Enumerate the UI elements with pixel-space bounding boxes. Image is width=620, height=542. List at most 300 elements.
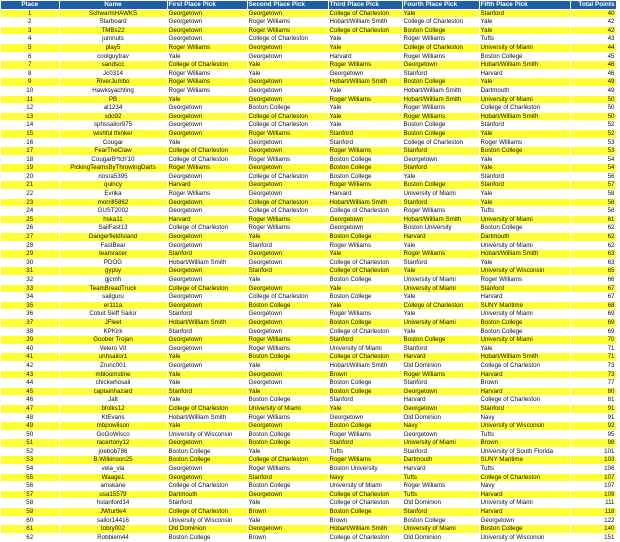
cell-name[interactable]: hska11 <box>59 215 167 224</box>
cell-place[interactable]: 54 <box>1 465 59 474</box>
table-row[interactable] <box>1 26 616 35</box>
cell-fourth-pick[interactable]: Boston College <box>402 121 479 130</box>
cell-first-pick[interactable]: Boston College <box>167 456 247 465</box>
cell-place[interactable]: 29 <box>1 250 59 259</box>
cell-name[interactable]: TeamBreadTruck <box>59 284 167 293</box>
cell-fourth-pick[interactable]: Yale <box>402 267 479 276</box>
cell-name[interactable]: KtEvans <box>59 413 167 422</box>
cell-third-pick[interactable]: College of Charleston <box>328 267 402 276</box>
cell-total-points[interactable]: 49 <box>570 86 616 95</box>
cell-third-pick[interactable]: Yale <box>328 121 402 130</box>
cell-second-pick[interactable]: College of Charleston <box>247 172 328 181</box>
cell-name[interactable]: tobry002 <box>59 525 167 534</box>
cell-fourth-pick[interactable]: Old Dominion <box>402 413 479 422</box>
table-row[interactable] <box>1 318 616 327</box>
cell-place[interactable]: 8 <box>1 69 59 78</box>
table-row[interactable] <box>1 301 616 310</box>
table-row[interactable] <box>1 284 616 293</box>
cell-second-pick[interactable]: Boston College <box>247 104 328 113</box>
cell-second-pick[interactable]: Boston College <box>247 482 328 491</box>
cell-fourth-pick[interactable]: Boston College <box>402 129 479 138</box>
table-row[interactable] <box>1 155 616 164</box>
cell-fourth-pick[interactable]: Old Dominion <box>402 361 479 370</box>
cell-fourth-pick[interactable]: Hobart/William Smith <box>402 86 479 95</box>
cell-third-pick[interactable]: Boston University <box>328 465 402 474</box>
cell-total-points[interactable]: 65 <box>570 267 616 276</box>
cell-third-pick[interactable]: Hobart/William Smith <box>328 525 402 534</box>
cell-fourth-pick[interactable]: Stanford <box>402 379 479 388</box>
cell-fourth-pick[interactable]: Boston College <box>402 336 479 345</box>
column-header-third-pick[interactable]: Third Place Pick <box>328 1 402 9</box>
cell-fifth-pick[interactable]: Stanford <box>479 404 570 413</box>
cell-third-pick[interactable]: Yale <box>328 112 402 121</box>
cell-name[interactable]: chickwhosail <box>59 379 167 388</box>
cell-third-pick[interactable]: Georgetown <box>328 215 402 224</box>
cell-second-pick[interactable]: Roger Williams <box>247 18 328 27</box>
cell-total-points[interactable]: 71 <box>570 353 616 362</box>
cell-second-pick[interactable]: Stanford <box>247 241 328 250</box>
cell-second-pick[interactable]: Yale <box>247 387 328 396</box>
cell-name[interactable]: PDOG <box>59 258 167 267</box>
cell-first-pick[interactable]: Yale <box>167 138 247 147</box>
cell-second-pick[interactable]: University of Miami <box>247 404 328 413</box>
table-row[interactable] <box>1 353 616 362</box>
cell-third-pick[interactable]: Harvard <box>328 190 402 199</box>
table-row[interactable] <box>1 379 616 388</box>
table-row[interactable] <box>1 52 616 61</box>
cell-fourth-pick[interactable]: Roger Williams <box>402 52 479 61</box>
cell-third-pick[interactable]: College of Charleston <box>328 499 402 508</box>
cell-name[interactable]: TMBs22 <box>59 26 167 35</box>
cell-second-pick[interactable]: Roger Williams <box>247 215 328 224</box>
cell-first-pick[interactable]: Georgetown <box>167 233 247 242</box>
cell-total-points[interactable]: 58 <box>570 207 616 216</box>
cell-first-pick[interactable]: Georgetown <box>167 112 247 121</box>
cell-third-pick[interactable]: Yale <box>328 284 402 293</box>
cell-total-points[interactable]: 68 <box>570 301 616 310</box>
cell-name[interactable]: Waage1 <box>59 473 167 482</box>
cell-third-pick[interactable]: Roger Williams <box>328 95 402 104</box>
cell-first-pick[interactable]: Hobart/William Smith <box>167 413 247 422</box>
cell-second-pick[interactable]: Yale <box>247 61 328 70</box>
table-row[interactable] <box>1 129 616 138</box>
cell-fourth-pick[interactable]: Yale <box>402 310 479 319</box>
table-row[interactable] <box>1 439 616 448</box>
cell-fifth-pick[interactable]: Brown <box>479 379 570 388</box>
cell-name[interactable]: joebob786 <box>59 447 167 456</box>
cell-name[interactable]: SailFast13 <box>59 224 167 233</box>
cell-third-pick[interactable]: Stanford <box>328 336 402 345</box>
cell-first-pick[interactable]: Georgetown <box>167 26 247 35</box>
cell-third-pick[interactable]: Yale <box>328 86 402 95</box>
cell-name[interactable]: Cotuit Skiff Sailor <box>59 310 167 319</box>
cell-total-points[interactable]: 62 <box>570 224 616 233</box>
cell-fourth-pick[interactable]: University of Miami <box>402 284 479 293</box>
cell-name[interactable]: PB <box>59 95 167 104</box>
cell-third-pick[interactable]: Hobart/William Smith <box>328 361 402 370</box>
cell-total-points[interactable]: 70 <box>570 336 616 345</box>
cell-fifth-pick[interactable]: Yale <box>479 344 570 353</box>
cell-first-pick[interactable]: Roger Williams <box>167 43 247 52</box>
cell-name[interactable]: FearTheClaw <box>59 147 167 156</box>
cell-first-pick[interactable]: Georgetown <box>167 473 247 482</box>
cell-total-points[interactable]: 54 <box>570 155 616 164</box>
cell-second-pick[interactable]: Boston College <box>247 353 328 362</box>
cell-fifth-pick[interactable]: University of Miami <box>479 241 570 250</box>
column-header-fifth-pick[interactable]: Fifth Place Pick <box>479 1 570 9</box>
cell-place[interactable]: 1 <box>1 9 59 18</box>
cell-first-pick[interactable]: Roger Williams <box>167 164 247 173</box>
cell-total-points[interactable]: 49 <box>570 78 616 87</box>
cell-first-pick[interactable]: College of Charleston <box>167 61 247 70</box>
cell-third-pick[interactable]: Georgetown <box>328 224 402 233</box>
cell-name[interactable]: er111a <box>59 301 167 310</box>
cell-fourth-pick[interactable]: Georgetown <box>402 61 479 70</box>
cell-fifth-pick[interactable]: Roger Williams <box>479 276 570 285</box>
cell-total-points[interactable]: 46 <box>570 69 616 78</box>
table-row[interactable] <box>1 336 616 345</box>
cell-fifth-pick[interactable]: Harvard <box>479 69 570 78</box>
cell-first-pick[interactable]: Roger Williams <box>167 86 247 95</box>
cell-total-points[interactable]: 53 <box>570 147 616 156</box>
cell-place[interactable]: 59 <box>1 508 59 517</box>
cell-place[interactable]: 27 <box>1 233 59 242</box>
cell-place[interactable]: 11 <box>1 95 59 104</box>
table-row[interactable] <box>1 327 616 336</box>
cell-place[interactable]: 39 <box>1 336 59 345</box>
cell-fifth-pick[interactable]: Yale <box>479 155 570 164</box>
cell-fourth-pick[interactable]: Yale <box>402 9 479 18</box>
cell-name[interactable]: gypsy <box>59 267 167 276</box>
cell-fifth-pick[interactable]: Navy <box>479 482 570 491</box>
table-row[interactable] <box>1 207 616 216</box>
cell-first-pick[interactable]: Georgetown <box>167 121 247 130</box>
cell-fifth-pick[interactable]: Yale <box>479 198 570 207</box>
cell-name[interactable]: DangerfieldIsland <box>59 233 167 242</box>
cell-fifth-pick[interactable]: Hobart/William Smith <box>479 353 570 362</box>
cell-third-pick[interactable]: Boston College <box>328 155 402 164</box>
table-row[interactable] <box>1 164 616 173</box>
cell-name[interactable]: usa15579 <box>59 490 167 499</box>
cell-total-points[interactable]: 101 <box>570 447 616 456</box>
cell-fourth-pick[interactable]: Harvard <box>402 465 479 474</box>
cell-second-pick[interactable]: Boston College <box>247 439 328 448</box>
cell-third-pick[interactable]: Boston College <box>328 293 402 302</box>
cell-total-points[interactable]: 118 <box>570 508 616 517</box>
cell-first-pick[interactable]: Dartmouth <box>167 490 247 499</box>
cell-fourth-pick[interactable]: University of Miami <box>402 190 479 199</box>
cell-second-pick[interactable]: Georgetown <box>247 327 328 336</box>
cell-fourth-pick[interactable]: Yale <box>402 293 479 302</box>
cell-first-pick[interactable]: Georgetown <box>167 293 247 302</box>
cell-third-pick[interactable]: Boston College <box>328 164 402 173</box>
cell-total-points[interactable]: 46 <box>570 61 616 70</box>
cell-total-points[interactable]: 61 <box>570 215 616 224</box>
cell-total-points[interactable]: 54 <box>570 164 616 173</box>
cell-total-points[interactable]: 50 <box>570 112 616 121</box>
cell-second-pick[interactable]: Georgetown <box>247 370 328 379</box>
cell-name[interactable]: mbloomstine <box>59 370 167 379</box>
cell-second-pick[interactable]: Georgetown <box>247 95 328 104</box>
cell-fourth-pick[interactable]: Dartmouth <box>402 456 479 465</box>
cell-total-points[interactable]: 73 <box>570 361 616 370</box>
cell-name[interactable]: Jalt <box>59 396 167 405</box>
cell-name[interactable]: morrill5862 <box>59 198 167 207</box>
table-row[interactable] <box>1 172 616 181</box>
cell-first-pick[interactable]: Georgetown <box>167 9 247 18</box>
table-row[interactable] <box>1 533 616 542</box>
cell-first-pick[interactable]: Stanford <box>167 310 247 319</box>
cell-name[interactable]: GoGoWisco <box>59 430 167 439</box>
cell-third-pick[interactable]: College of Charleston <box>328 490 402 499</box>
cell-first-pick[interactable]: Georgetown <box>167 361 247 370</box>
cell-fourth-pick[interactable]: Stanford <box>402 147 479 156</box>
cell-third-pick[interactable]: Yale <box>328 35 402 44</box>
cell-name[interactable]: quincy <box>59 181 167 190</box>
cell-place[interactable]: 44 <box>1 379 59 388</box>
cell-third-pick[interactable]: Hobart/William Smith <box>328 78 402 87</box>
cell-name[interactable]: SchwarmHAWKS <box>59 9 167 18</box>
cell-second-pick[interactable]: Yale <box>247 361 328 370</box>
table-row[interactable] <box>1 344 616 353</box>
cell-fourth-pick[interactable]: Tufts <box>402 473 479 482</box>
cell-name[interactable]: captainhazard <box>59 387 167 396</box>
cell-fourth-pick[interactable]: Roger Williams <box>402 104 479 113</box>
cell-third-pick[interactable]: College of Charleston <box>328 26 402 35</box>
cell-second-pick[interactable]: Yale <box>247 233 328 242</box>
cell-second-pick[interactable]: Roger Williams <box>247 129 328 138</box>
cell-name[interactable]: sphssailor975 <box>59 121 167 130</box>
table-row[interactable] <box>1 276 616 285</box>
cell-fourth-pick[interactable]: Boston College <box>402 78 479 87</box>
table-row[interactable] <box>1 121 616 130</box>
cell-first-pick[interactable]: Georgetown <box>167 336 247 345</box>
cell-place[interactable]: 7 <box>1 61 59 70</box>
cell-fourth-pick[interactable]: University of Miami <box>402 439 479 448</box>
table-row[interactable] <box>1 413 616 422</box>
cell-total-points[interactable]: 63 <box>570 250 616 259</box>
cell-name[interactable]: teamracer <box>59 250 167 259</box>
cell-first-pick[interactable]: Yale <box>167 95 247 104</box>
cell-fifth-pick[interactable]: Stanford <box>479 172 570 181</box>
cell-second-pick[interactable]: Georgetown <box>247 490 328 499</box>
cell-third-pick[interactable]: Stanford <box>328 439 402 448</box>
table-row[interactable] <box>1 490 616 499</box>
cell-place[interactable]: 6 <box>1 52 59 61</box>
cell-third-pick[interactable]: Roger Williams <box>328 181 402 190</box>
table-row[interactable] <box>1 35 616 44</box>
cell-third-pick[interactable]: College of Charleston <box>328 327 402 336</box>
cell-name[interactable]: KPKirk <box>59 327 167 336</box>
cell-name[interactable]: amskane <box>59 482 167 491</box>
cell-third-pick[interactable]: College of Charleston <box>328 533 402 542</box>
cell-place[interactable]: 3 <box>1 26 59 35</box>
cell-fifth-pick[interactable]: Yale <box>479 18 570 27</box>
cell-total-points[interactable]: 56 <box>570 172 616 181</box>
table-row[interactable] <box>1 499 616 508</box>
table-row[interactable] <box>1 112 616 121</box>
cell-total-points[interactable]: 63 <box>570 258 616 267</box>
cell-place[interactable]: 20 <box>1 172 59 181</box>
cell-fifth-pick[interactable]: Navy <box>479 413 570 422</box>
cell-fourth-pick[interactable]: Boston College <box>402 516 479 525</box>
cell-place[interactable]: 61 <box>1 525 59 534</box>
table-row[interactable] <box>1 370 616 379</box>
cell-fourth-pick[interactable]: Stanford <box>402 69 479 78</box>
cell-total-points[interactable]: 98 <box>570 439 616 448</box>
cell-place[interactable]: 31 <box>1 267 59 276</box>
cell-third-pick[interactable]: Boston College <box>328 508 402 517</box>
cell-total-points[interactable]: 45 <box>570 52 616 61</box>
cell-fifth-pick[interactable]: Stanford <box>479 284 570 293</box>
cell-fourth-pick[interactable]: Roger Williams <box>402 482 479 491</box>
cell-fifth-pick[interactable]: Tufts <box>479 207 570 216</box>
cell-second-pick[interactable]: Georgetown <box>247 138 328 147</box>
cell-fourth-pick[interactable]: Hobart/William Smith <box>402 215 479 224</box>
cell-third-pick[interactable]: Boston College <box>328 172 402 181</box>
cell-fifth-pick[interactable]: Hobart/William Smith <box>479 112 570 121</box>
cell-total-points[interactable]: 91 <box>570 413 616 422</box>
cell-name[interactable]: GUST2002 <box>59 207 167 216</box>
cell-first-pick[interactable]: College of Charleston <box>167 147 247 156</box>
cell-name[interactable]: riosra5395 <box>59 172 167 181</box>
cell-third-pick[interactable]: Roger Williams <box>328 456 402 465</box>
cell-place[interactable]: 58 <box>1 499 59 508</box>
cell-fifth-pick[interactable]: Boston College <box>479 327 570 336</box>
table-row[interactable] <box>1 473 616 482</box>
cell-name[interactable]: racertony12 <box>59 439 167 448</box>
cell-first-pick[interactable]: Boston College <box>167 447 247 456</box>
cell-second-pick[interactable]: College of Charleston <box>247 121 328 130</box>
cell-place[interactable]: 47 <box>1 404 59 413</box>
cell-place[interactable]: 41 <box>1 353 59 362</box>
cell-place[interactable]: 14 <box>1 121 59 130</box>
cell-first-pick[interactable]: Yale <box>167 52 247 61</box>
cell-total-points[interactable]: 73 <box>570 370 616 379</box>
cell-fifth-pick[interactable]: Dartmouth <box>479 233 570 242</box>
cell-total-points[interactable]: 69 <box>570 318 616 327</box>
cell-first-pick[interactable]: Harvard <box>167 215 247 224</box>
cell-total-points[interactable]: 44 <box>570 43 616 52</box>
cell-fourth-pick[interactable]: University of Miami <box>402 525 479 534</box>
cell-first-pick[interactable]: Yale <box>167 353 247 362</box>
cell-name[interactable]: Robbiem44 <box>59 533 167 542</box>
cell-fourth-pick[interactable]: College of Charleston <box>402 43 479 52</box>
cell-second-pick[interactable]: Brown <box>247 508 328 517</box>
cell-fifth-pick[interactable]: Georgetown <box>479 516 570 525</box>
cell-fifth-pick[interactable]: SUNY Maritime <box>479 456 570 465</box>
cell-place[interactable]: 16 <box>1 138 59 147</box>
cell-total-points[interactable]: 111 <box>570 499 616 508</box>
cell-third-pick[interactable]: College of Charleston <box>328 9 402 18</box>
cell-first-pick[interactable]: Georgetown <box>167 18 247 27</box>
cell-fifth-pick[interactable]: Dartmouth <box>479 86 570 95</box>
table-row[interactable] <box>1 69 616 78</box>
cell-fourth-pick[interactable]: Boston College <box>402 181 479 190</box>
cell-fifth-pick[interactable]: Boston College <box>479 318 570 327</box>
cell-first-pick[interactable]: Old Dominion <box>167 525 247 534</box>
cell-second-pick[interactable]: Georgetown <box>247 9 328 18</box>
cell-total-points[interactable]: 66 <box>570 276 616 285</box>
cell-total-points[interactable]: 122 <box>570 516 616 525</box>
cell-first-pick[interactable]: Georgetown <box>167 439 247 448</box>
cell-place[interactable]: 5 <box>1 43 59 52</box>
cell-fourth-pick[interactable]: Yale <box>402 241 479 250</box>
cell-third-pick[interactable]: Georgetown <box>328 69 402 78</box>
column-header-first-pick[interactable]: First Place Pick <box>167 1 247 9</box>
cell-place[interactable]: 17 <box>1 147 59 156</box>
cell-first-pick[interactable]: College of Charleston <box>167 224 247 233</box>
table-row[interactable] <box>1 190 616 199</box>
cell-first-pick[interactable]: Georgetown <box>167 207 247 216</box>
cell-place[interactable]: 32 <box>1 276 59 285</box>
cell-fifth-pick[interactable]: Harvard <box>479 508 570 517</box>
cell-total-points[interactable]: 109 <box>570 490 616 499</box>
cell-total-points[interactable]: 81 <box>570 396 616 405</box>
cell-name[interactable]: jumnuts <box>59 35 167 44</box>
table-row[interactable] <box>1 198 616 207</box>
cell-total-points[interactable]: 43 <box>570 35 616 44</box>
cell-second-pick[interactable]: Roger Williams <box>247 336 328 345</box>
cell-first-pick[interactable]: Georgetown <box>167 35 247 44</box>
cell-third-pick[interactable]: Hobart/William Smith <box>328 18 402 27</box>
table-row[interactable] <box>1 525 616 534</box>
cell-fifth-pick[interactable]: University of Miami <box>479 310 570 319</box>
cell-name[interactable]: coolguytrav <box>59 52 167 61</box>
cell-name[interactable]: sdo92 <box>59 112 167 121</box>
cell-second-pick[interactable]: Georgetown <box>247 43 328 52</box>
cell-fifth-pick[interactable]: Yale <box>479 26 570 35</box>
cell-fifth-pick[interactable]: Tufts <box>479 35 570 44</box>
cell-third-pick[interactable]: Stanford <box>328 129 402 138</box>
cell-name[interactable]: JWturtle4 <box>59 508 167 517</box>
cell-place[interactable]: 28 <box>1 241 59 250</box>
cell-fourth-pick[interactable]: Georgetown <box>402 430 479 439</box>
cell-first-pick[interactable]: Georgetown <box>167 198 247 207</box>
cell-fourth-pick[interactable]: Boston University <box>402 224 479 233</box>
cell-total-points[interactable]: 42 <box>570 18 616 27</box>
cell-name[interactable]: wishful thinker <box>59 129 167 138</box>
cell-name[interactable]: Evrika <box>59 190 167 199</box>
cell-total-points[interactable]: 107 <box>570 473 616 482</box>
cell-total-points[interactable]: 71 <box>570 344 616 353</box>
cell-third-pick[interactable]: University of Miami <box>328 344 402 353</box>
cell-third-pick[interactable]: Boston College <box>328 233 402 242</box>
cell-fourth-pick[interactable]: Roger Williams <box>402 112 479 121</box>
cell-total-points[interactable]: 52 <box>570 121 616 130</box>
cell-second-pick[interactable]: College of Charleston <box>247 198 328 207</box>
cell-name[interactable]: mbpowlison <box>59 422 167 431</box>
cell-total-points[interactable]: 62 <box>570 233 616 242</box>
cell-total-points[interactable]: 62 <box>570 241 616 250</box>
cell-total-points[interactable]: 92 <box>570 422 616 431</box>
cell-fifth-pick[interactable]: Boston College <box>479 224 570 233</box>
cell-third-pick[interactable]: Boston College <box>328 318 402 327</box>
cell-fourth-pick[interactable]: Hobart/William Smith <box>402 95 479 104</box>
cell-fifth-pick[interactable]: University of Wisconsin <box>479 422 570 431</box>
cell-first-pick[interactable]: Georgetown <box>167 172 247 181</box>
cell-third-pick[interactable]: Roger Williams <box>328 61 402 70</box>
cell-fourth-pick[interactable]: Stanford <box>402 198 479 207</box>
cell-fourth-pick[interactable]: Stanford <box>402 258 479 267</box>
cell-fifth-pick[interactable]: Tufts <box>479 430 570 439</box>
cell-name[interactable]: JFleet <box>59 318 167 327</box>
cell-second-pick[interactable]: Boston College <box>247 301 328 310</box>
cell-name[interactable]: CougarB*tch'10 <box>59 155 167 164</box>
cell-fifth-pick[interactable]: College of Charleston <box>479 473 570 482</box>
cell-fourth-pick[interactable]: Boston College <box>402 26 479 35</box>
table-row[interactable] <box>1 138 616 147</box>
